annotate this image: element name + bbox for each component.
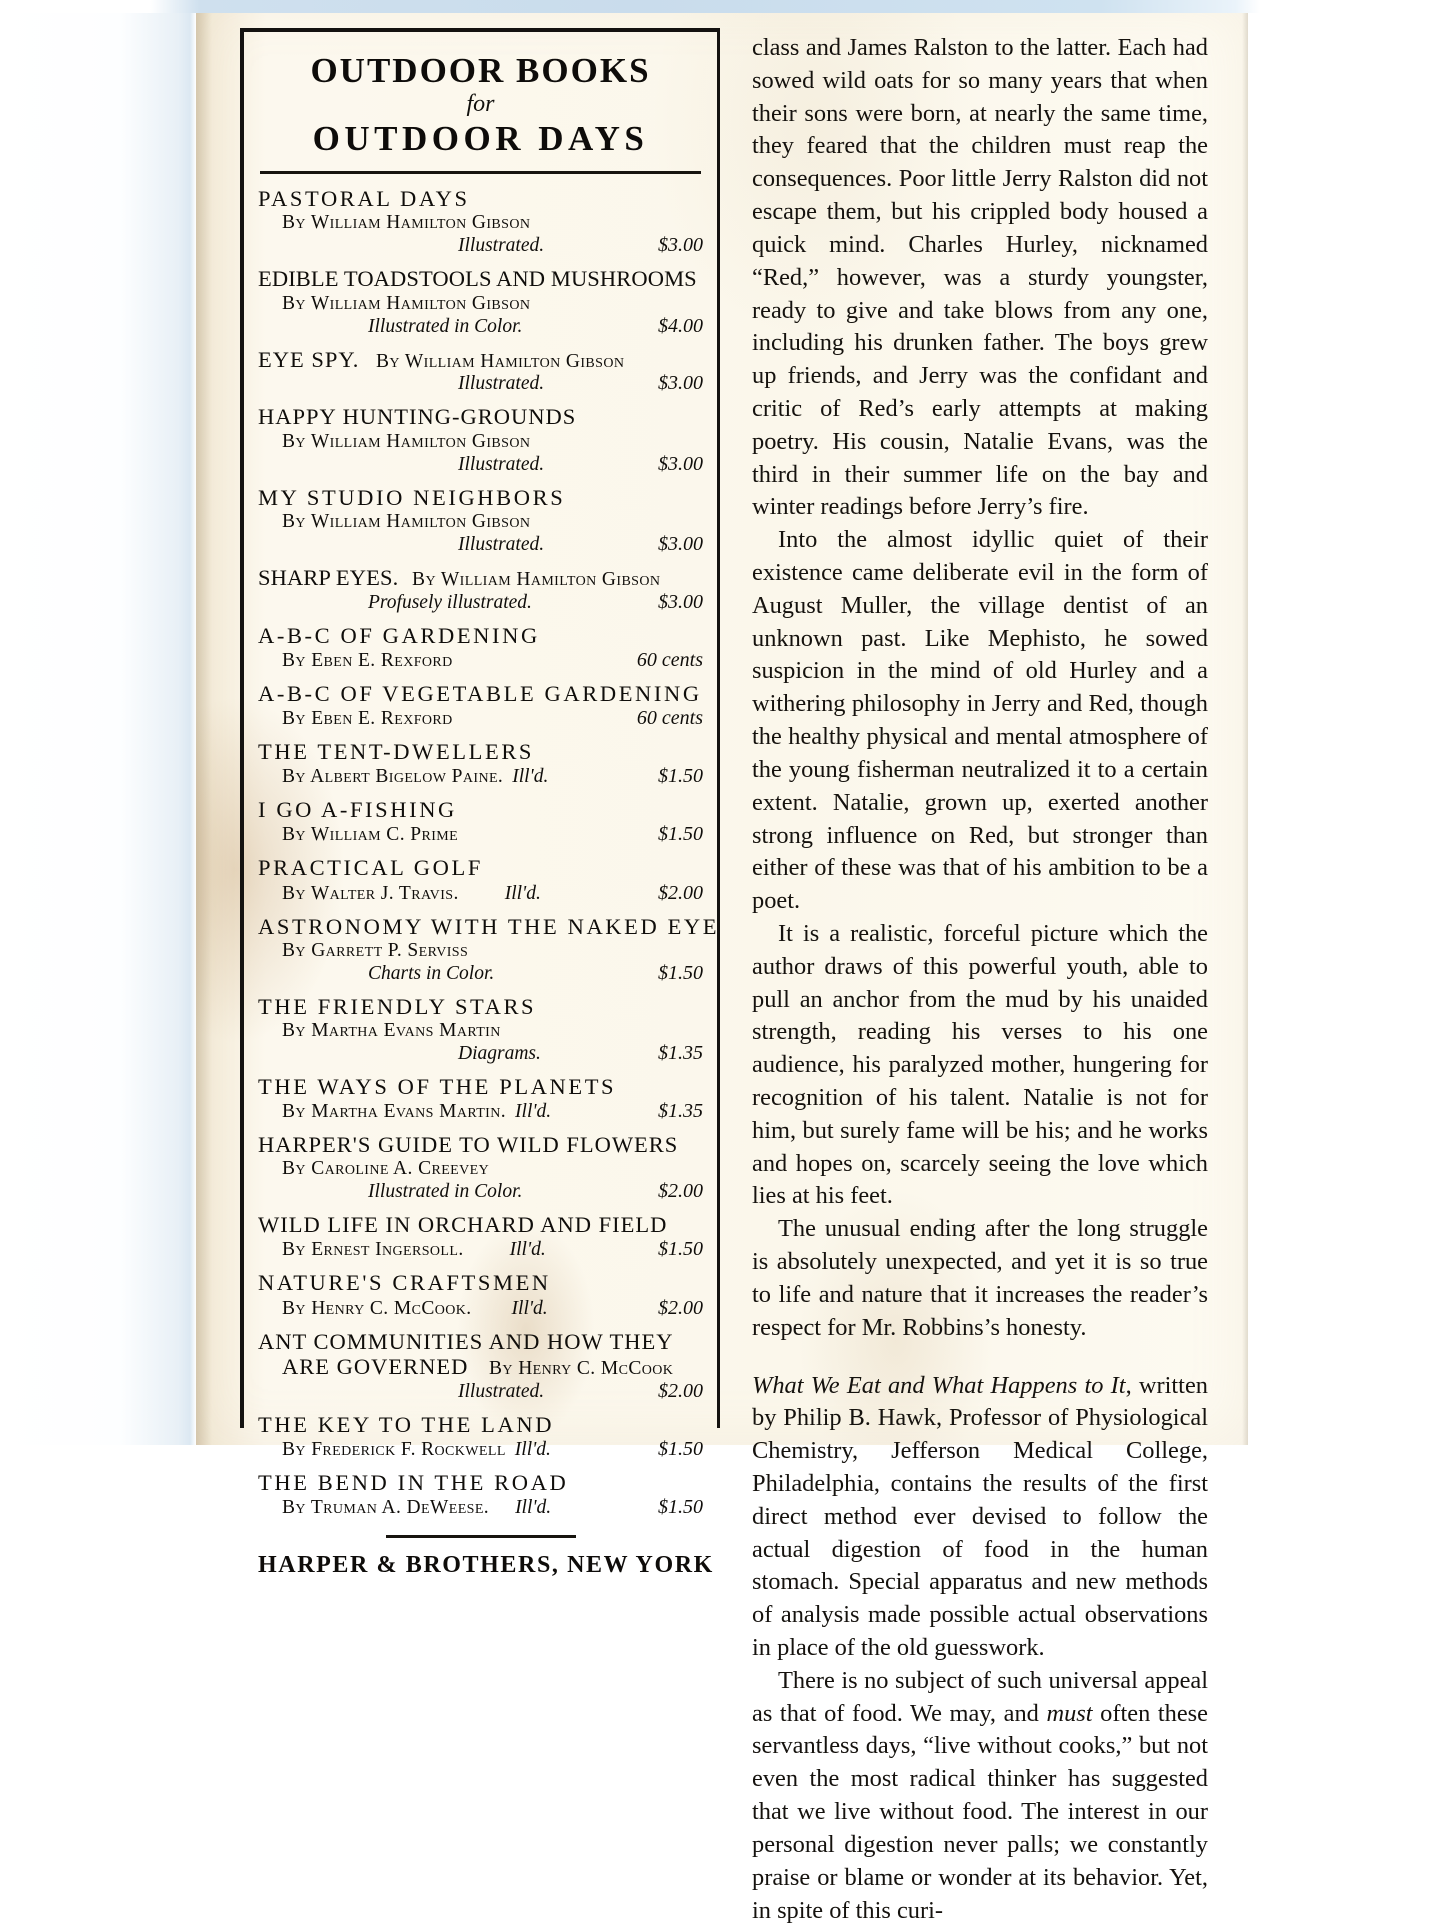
- book-author: By Eben E. Rexford: [282, 649, 453, 671]
- book-author-line: [258, 1100, 703, 1123]
- book-detail-line: [258, 315, 703, 338]
- book-entry: [258, 797, 703, 846]
- book-title: I GO A-FISHING: [258, 797, 457, 823]
- book-entry: [258, 1412, 703, 1461]
- book-illustration-note: Illustrated.: [458, 235, 545, 257]
- book-entry: [258, 404, 703, 475]
- book-detail-line: [258, 1042, 703, 1065]
- magazine-page: [196, 0, 1248, 1924]
- book-price: $3.00: [658, 234, 703, 257]
- book-author-line: [258, 823, 703, 846]
- book-illustration-note: Ill'd.: [514, 1438, 551, 1460]
- book-author-line: [258, 649, 703, 672]
- book-entry: [258, 681, 703, 730]
- book-price: $2.00: [658, 881, 703, 904]
- scanner-backdrop-right: [1248, 0, 1445, 1445]
- book-author-line: [258, 1020, 703, 1042]
- book-author: By Garrett P. Serviss: [282, 939, 469, 961]
- book-title-with-author: [258, 347, 703, 373]
- book-author-line: [258, 212, 703, 234]
- ad-headline-line2: OUTDOOR DAYS: [312, 119, 649, 159]
- advertisement-box: [240, 28, 720, 1579]
- book-author: By Martha Evans Martin.: [282, 1101, 507, 1123]
- book-entry: [258, 1074, 703, 1123]
- book-illustration-note: Ill'd.: [509, 1239, 546, 1261]
- book-entry: [258, 266, 703, 337]
- ad-headline-for: for: [466, 91, 495, 118]
- second-review-body-b: often these servantless days, “live without cooks,” but not even the most radical thinker has suggested that we live without food. The interest in our personal digestion never palls; we constantly praise or blame or wonder at its behavior. Yet, in spite of this curi-: [752, 1699, 1208, 1924]
- review-paragraph: Into the almost idyllic quiet of their existence came deliberate evil in the form of August Muller, the village dentist of an unknown past. Like Mephisto, he sowed suspicion in the mind of old Hurley and a withering philosophy in Jerry and Red, though the healthy physical and mental atmosphere of the young fisherman neutralized it to a certain extent. Natalie, grown up, exerted another strong influence on Red, but stronger than either of these was that of his ambition to be a poet.: [752, 526, 1208, 915]
- book-price: $1.35: [658, 1100, 703, 1123]
- book-author: By William Hamilton Gibson: [282, 292, 531, 314]
- book-illustration-note: Illustrated.: [458, 453, 545, 475]
- book-price: 60 cents: [636, 648, 703, 671]
- book-author-line: [258, 1158, 703, 1180]
- book-price: $2.00: [658, 1379, 703, 1402]
- book-entry: [258, 623, 703, 672]
- book-title: MY STUDIO NEIGHBORS: [258, 484, 566, 510]
- book-illustration-note: Profusely illustrated.: [368, 591, 532, 613]
- book-title: EDIBLE TOADSTOOLS AND MUSHROOMS: [258, 266, 697, 292]
- book-author: By William Hamilton Gibson: [282, 430, 531, 452]
- book-title: THE FRIENDLY STARS: [258, 993, 537, 1019]
- book-detail-line: [258, 234, 703, 257]
- book-entry: [258, 1329, 703, 1403]
- book-illustration-note: Illustrated.: [458, 533, 545, 555]
- book-author-line: [258, 882, 703, 905]
- second-review-paragraph: [752, 1370, 1208, 1665]
- book-author: By Walter J. Travis.: [282, 882, 459, 904]
- book-illustration-note: Ill'd.: [511, 1297, 548, 1319]
- book-author: By William Hamilton Gibson: [412, 568, 661, 590]
- book-entry: [258, 1212, 703, 1261]
- book-detail-line: [258, 1380, 703, 1403]
- book-entry: [258, 565, 703, 614]
- book-title: THE KEY TO THE LAND: [258, 1411, 555, 1437]
- book-price: $1.50: [658, 1437, 703, 1460]
- second-review-body: , written by Philip B. Hawk, Professor of Physiological Chemistry, Jefferson Medical College, Philadelphia, contains the results of the first direct method ever devised to follow the actual digestion of food in the human stomach. Special apparatus and new methods of analysis made possible actual observations in place of the old guesswork.: [752, 1371, 1208, 1661]
- book-author-line: [258, 707, 703, 730]
- book-price: $3.00: [658, 532, 703, 555]
- book-entry: [258, 1270, 703, 1319]
- review-text-column: [752, 32, 1208, 1927]
- book-illustration-note: Illustrated in Color.: [368, 315, 523, 337]
- book-illustration-note: Ill'd.: [504, 882, 541, 904]
- book-title: THE BEND IN THE ROAD: [258, 1469, 569, 1495]
- book-price: $3.00: [658, 452, 703, 475]
- book-entry: [258, 1470, 703, 1519]
- book-illustration-note: Ill'd.: [515, 1497, 552, 1519]
- book-title-continued: [258, 1354, 703, 1380]
- book-author-line: [258, 1238, 703, 1261]
- book-author: By Frederick F. Rockwell: [282, 1438, 506, 1460]
- book-price: $2.00: [658, 1296, 703, 1319]
- book-price: $1.35: [658, 1041, 703, 1064]
- book-entry: [258, 347, 703, 396]
- book-author-line: [258, 1496, 703, 1519]
- book-author-line: [258, 293, 703, 315]
- book-author-line: [258, 431, 703, 453]
- book-price: $1.50: [658, 823, 703, 846]
- book-detail-line: [258, 533, 703, 556]
- book-price: $4.00: [658, 314, 703, 337]
- book-detail-line: [258, 591, 703, 614]
- book-price: $2.00: [658, 1180, 703, 1203]
- book-author-line: [258, 1297, 703, 1320]
- review-paragraph: It is a realistic, forceful picture which the author draws of this powerful youth, able to pull an anchor from the mud by his unaided strength, reading his verses to his one audience, his paralyzed mother, hungering for recognition of his talent. Natalie is not for him, but surely fame will be his; and he works and hopes on, scarcely seeing the love which lies at his feet.: [752, 919, 1208, 1210]
- book-entry: [258, 913, 720, 985]
- book-entry: [258, 1132, 703, 1203]
- book-detail-line: [258, 453, 703, 476]
- book-detail-line: [258, 1180, 703, 1203]
- book-author: By William C. Prime: [282, 824, 459, 846]
- scan-edge-band: [0, 0, 1445, 13]
- book-title: ASTRONOMY WITH THE NAKED EYE: [258, 913, 720, 939]
- book-author: By Eben E. Rexford: [282, 707, 453, 729]
- reviewed-book-title: What We Eat and What Happens to It: [752, 1371, 1126, 1399]
- book-illustration-note: Illustrated.: [458, 1380, 545, 1402]
- publisher-imprint: HARPER & BROTHERS, NEW YORK: [258, 1552, 714, 1579]
- book-author-line: [258, 940, 703, 962]
- book-title: A-B-C OF GARDENING: [258, 622, 540, 648]
- book-author: By Caroline A. Creevey: [282, 1158, 490, 1180]
- book-price: $1.50: [658, 1238, 703, 1261]
- page-columns: [196, 0, 1248, 1924]
- book-title: ANT COMMUNITIES AND HOW THEY: [258, 1328, 674, 1354]
- book-detail-line: [258, 962, 703, 985]
- book-price: $3.00: [658, 372, 703, 395]
- book-author: By Henry C. McCook: [489, 1357, 674, 1379]
- second-review-paragraph-2: [752, 1665, 1208, 1927]
- book-illustration-note: Ill'd.: [512, 766, 549, 788]
- book-price: $1.50: [658, 961, 703, 984]
- ad-divider-top: [260, 171, 701, 174]
- book-title: PRACTICAL GOLF: [258, 855, 483, 881]
- book-author-line: [258, 1438, 703, 1461]
- book-illustration-note: Diagrams.: [458, 1042, 541, 1064]
- book-title: NATURE'S CRAFTSMEN: [258, 1270, 551, 1296]
- book-author: By Martha Evans Martin: [282, 1019, 501, 1041]
- book-author: By Ernest Ingersoll.: [282, 1239, 464, 1261]
- book-entry: [258, 485, 703, 556]
- book-illustration-note: Charts in Color.: [368, 962, 495, 984]
- book-price: $1.50: [658, 1496, 703, 1519]
- book-entry: [258, 855, 703, 904]
- second-review-body-a: There is no subject of such universal appeal as that of food. We may, and: [752, 1666, 1208, 1727]
- book-illustration-note: Illustrated.: [458, 373, 545, 395]
- book-detail-line: [258, 372, 703, 395]
- book-price: $3.00: [658, 590, 703, 613]
- book-author: By William Hamilton Gibson: [376, 350, 625, 372]
- book-entry: [258, 739, 703, 788]
- book-entry: [258, 186, 703, 257]
- book-price: $1.50: [658, 765, 703, 788]
- book-illustration-note: Ill'd.: [515, 1101, 552, 1123]
- book-title-with-author: [258, 565, 703, 591]
- book-illustration-note: Illustrated in Color.: [368, 1181, 523, 1203]
- book-author: By William Hamilton Gibson: [282, 212, 531, 234]
- emphasis-must: must: [1046, 1699, 1093, 1727]
- book-author: By Albert Bigelow Paine.: [282, 766, 504, 788]
- book-author: By Truman A. DeWeese.: [282, 1497, 490, 1519]
- book-title: HAPPY HUNTING-GROUNDS: [258, 404, 577, 430]
- book-author-line: [258, 511, 703, 533]
- book-author-line: [258, 765, 703, 788]
- review-paragraph: The unusual ending after the long struggle is absolutely unexpected, and yet it is so true to life and nature that it increases the reader’s respect for Mr. Robbins’s honesty.: [752, 1215, 1208, 1341]
- book-author: By William Hamilton Gibson: [282, 510, 531, 532]
- book-title: A-B-C OF VEGETABLE GARDENING: [258, 680, 702, 706]
- ad-divider-bottom: [386, 1535, 576, 1538]
- book-title: THE WAYS OF THE PLANETS: [258, 1073, 617, 1099]
- book-entry: [258, 994, 703, 1065]
- book-title: HARPER'S GUIDE TO WILD FLOWERS: [258, 1132, 679, 1158]
- advertisement-inner: [258, 51, 720, 1579]
- book-price: 60 cents: [636, 706, 703, 729]
- book-title: WILD LIFE IN ORCHARD AND FIELD: [258, 1212, 668, 1238]
- book-title: PASTORAL DAYS: [258, 186, 470, 212]
- ad-headline-line1: OUTDOOR BOOKS: [310, 51, 651, 90]
- book-title: EYE SPY.: [258, 346, 360, 372]
- book-author: By Henry C. McCook.: [282, 1297, 472, 1319]
- book-title: SHARP EYES.: [258, 564, 399, 590]
- book-title: THE TENT-DWELLERS: [258, 738, 535, 764]
- book-title-second-line: ARE GOVERNED: [282, 1353, 469, 1379]
- review-paragraph: class and James Ralston to the latter. Each had sowed wild oats for so many years that when their sons were born, at nearly the same time, they feared that the children must reap the consequences. Poor little Jerry Ralston did not escape them, but his crippled body housed a quick mind. Charles Hurley, nicknamed “Red,” however, was a sturdy youngster, ready to give and take blows from any one, including his drunken father. The boys grew up friends, and Jerry was the confidant and critic of Red’s early attempts at making poetry. His cousin, Natalie Evans, was the third in their summer life on the bay and winter readings before Jerry’s fire.: [752, 34, 1208, 521]
